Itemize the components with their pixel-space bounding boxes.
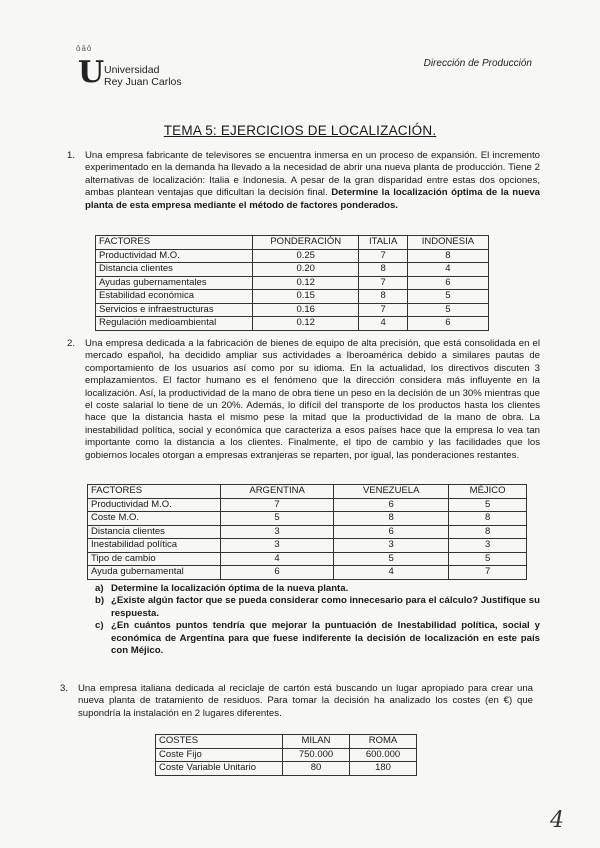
table-cell: Tipo de cambio (88, 552, 221, 566)
table-cell: Estabilidad económica (96, 290, 253, 304)
table-header: ROMA (350, 735, 417, 749)
table-cell: 750.000 (283, 748, 350, 762)
subquestion-text: Determine la localización óptima de la nueva planta. (111, 583, 349, 594)
exercise-1-text (85, 150, 540, 212)
table-row (96, 290, 489, 304)
table-header: MILAN (283, 735, 350, 749)
exercise-1-table (95, 235, 489, 331)
table-cell: 600.000 (350, 748, 417, 762)
exercise-2-number: 2. (67, 338, 76, 349)
table-cell: 6 (221, 566, 334, 580)
table-cell: Coste M.O. (88, 512, 221, 526)
table-cell: 8 (449, 525, 527, 539)
table-header: FACTORES (96, 236, 253, 250)
table-row (96, 303, 489, 317)
table-row (88, 539, 527, 553)
table-cell: 7 (359, 249, 407, 263)
table-cell: 6 (334, 525, 449, 539)
table-cell: 6 (407, 276, 488, 290)
table-header-row (88, 485, 527, 499)
subquestion-text: ¿Existe algún factor que se pueda considerar como innecesario para el cálculo? Justifique su respuesta. (111, 595, 540, 619)
table-row (96, 249, 489, 263)
table-cell: 5 (221, 512, 334, 526)
table-header-row (96, 236, 489, 250)
table-cell: 6 (407, 317, 488, 331)
table-cell: Productividad M.O. (96, 249, 253, 263)
page-number: 4 (550, 808, 564, 833)
subquestion-a (95, 583, 540, 595)
table-cell: 180 (350, 762, 417, 776)
table-cell: 8 (359, 290, 407, 304)
table-header: PONDERACIÓN (253, 236, 359, 250)
exercise-3-number: 3. (60, 683, 69, 694)
table-row (88, 512, 527, 526)
table-cell: 0.15 (253, 290, 359, 304)
university-logo: U (78, 55, 105, 90)
table-row (96, 263, 489, 277)
table-cell: 0.16 (253, 303, 359, 317)
table-header: MÉJICO (449, 485, 527, 499)
table-cell: 4 (359, 317, 407, 331)
subquestion-label: c) (95, 620, 104, 632)
table-cell: 5 (449, 498, 527, 512)
crest-icon: ōāō (76, 44, 93, 53)
table-cell: 4 (221, 552, 334, 566)
subquestion-b (95, 595, 540, 620)
table-header-row (156, 735, 417, 749)
table-cell: Productividad M.O. (88, 498, 221, 512)
page-title: TEMA 5: EJERCICIOS DE LOCALIZACIÓN. (163, 123, 437, 138)
university-name-line1: Universidad (104, 64, 160, 76)
table-cell: Coste Fijo (156, 748, 283, 762)
table-cell: Ayuda gubernamental (88, 566, 221, 580)
table-cell: Coste Variable Unitario (156, 762, 283, 776)
table-cell: 5 (407, 290, 488, 304)
table-cell: 8 (359, 263, 407, 277)
subquestion-text: ¿En cuántos puntos tendría que mejorar la puntuación de Inestabilidad política, social y económica de Argentina para que fuese indiferente la decisión de localización en este país con Méjico. (111, 620, 540, 657)
table-header: VENEZUELA (334, 485, 449, 499)
table-cell: Regulación medioambiental (96, 317, 253, 331)
table-cell: 3 (221, 525, 334, 539)
table-row (88, 566, 527, 580)
table-row (96, 317, 489, 331)
table-cell: 8 (407, 249, 488, 263)
table-cell: 4 (334, 566, 449, 580)
table-cell: Distancia clientes (88, 525, 221, 539)
table-cell: 0.12 (253, 276, 359, 290)
table-cell: 7 (359, 303, 407, 317)
exercise-1-number: 1. (67, 150, 76, 161)
table-header: COSTES (156, 735, 283, 749)
subquestion-c (95, 620, 540, 657)
table-cell: Ayudas gubernamentales (96, 276, 253, 290)
exercise-2-subquestions (95, 583, 540, 657)
exercise-2-text: Una empresa dedicada a la fabricación de bienes de equipo de alta precisión, que está consolidada en el mercado español, ha decidido ampliar sus actividades a Iberoamérica debido a similares pautas de comportamiento de los usuarios así como por su idioma. En la actualidad, los directivos discuten 3 emplazamientos. El factor humano es el fenómeno que la dirección considera más influyente en la localización. Así, la productividad de la mano de obra tiene un peso en la decisión de un 30% mientras que el coste salarial lo tiene de un 20%. Además, lo difícil del transporte de los productos hasta los clientes hace que la distancia hasta el mismo pese la mitad que la productividad de la mano de obra. La inestabilidad política, social y económica que caracteriza a esos países hace que la empresa lo vea tan importante como la distancia a los clientes. Finalmente, el tipo de cambio y las facilidades que los gobiernos locales otorgan a empresas extranjeras se reparten, por igual, las ponderaciones restantes. (85, 338, 540, 461)
exercise-2-table (87, 484, 527, 580)
subquestion-label: b) (95, 595, 105, 607)
exercise-1-statement: Una empresa fabricante de televisores se encuentra inmersa en un proceso de expansión. El incremento experimentado en la demanda ha llevado a la necesidad de abrir una nueva planta de producción. Tiene 2 alternativas de localización: Italia e Indonesia. A pesar de la gran disparidad entre estas dos opciones, ambas plantean ventajas que dificultan la decisión final. (85, 150, 540, 199)
table-cell: 5 (334, 552, 449, 566)
table-cell: 5 (407, 303, 488, 317)
table-cell: 7 (449, 566, 527, 580)
exercise-3-table (155, 734, 417, 776)
university-name-line2: Rey Juan Carlos (104, 76, 182, 88)
table-cell: 3 (334, 539, 449, 553)
table-row (156, 762, 417, 776)
table-cell: 0.12 (253, 317, 359, 331)
exercise-3-text: Una empresa italiana dedicada al reciclaje de cartón está buscando un lugar apropiado para crear una nueva planta de tratamiento de residuos. Para tomar la decisión ha analizado los costes (en €) que supondría la instalación en 2 lugares diferentes. (78, 683, 533, 719)
table-row (88, 525, 527, 539)
table-header: FACTORES (88, 485, 221, 499)
table-row (96, 276, 489, 290)
table-cell: 7 (221, 498, 334, 512)
table-cell: Inestabilidad política (88, 539, 221, 553)
table-cell: Servicios e infraestructuras (96, 303, 253, 317)
table-row (88, 498, 527, 512)
table-cell: 0.25 (253, 249, 359, 263)
table-cell: 80 (283, 762, 350, 776)
table-cell: 5 (449, 552, 527, 566)
table-cell: 4 (407, 263, 488, 277)
university-name (104, 64, 182, 88)
table-header: ARGENTINA (221, 485, 334, 499)
table-header: ITALIA (359, 236, 407, 250)
table-cell: 6 (334, 498, 449, 512)
table-row (156, 748, 417, 762)
department-label: Dirección de Producción (423, 58, 532, 69)
table-cell: 8 (449, 512, 527, 526)
table-cell: Distancia clientes (96, 263, 253, 277)
table-cell: 3 (449, 539, 527, 553)
table-cell: 0.20 (253, 263, 359, 277)
table-cell: 8 (334, 512, 449, 526)
table-cell: 3 (221, 539, 334, 553)
exercise-1-question: Determine la localización óptima de la nueva planta de esta empresa mediante el método de factores ponderados. (85, 187, 540, 211)
table-cell: 7 (359, 276, 407, 290)
table-row (88, 552, 527, 566)
subquestion-label: a) (95, 583, 104, 594)
table-header: INDONESIA (407, 236, 488, 250)
